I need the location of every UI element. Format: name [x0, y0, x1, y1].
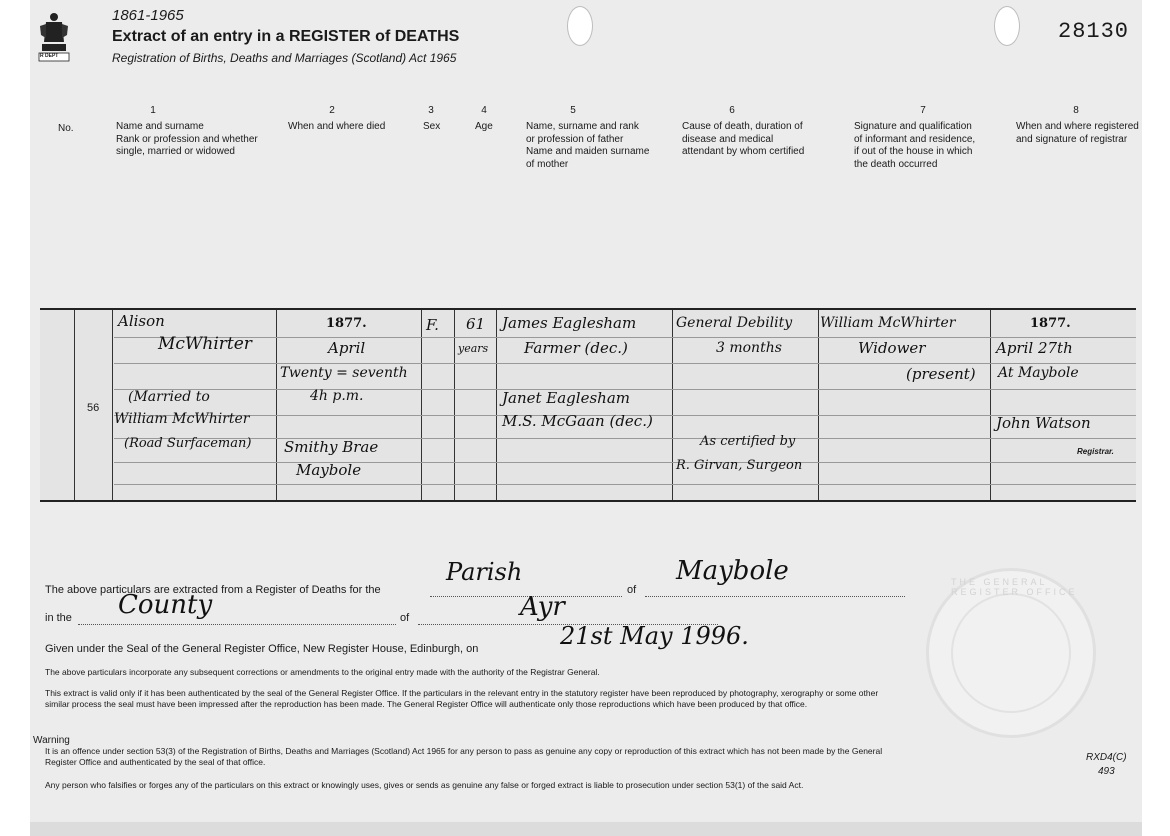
- form-code: RXD4(C): [1086, 752, 1127, 763]
- column-divider: [818, 310, 819, 500]
- registrar-label: Registrar.: [1077, 447, 1114, 456]
- marital-status: (Married to: [128, 389, 210, 405]
- column-5-header: Name, surname and rank or profession of father Name and maiden surname of mother: [526, 121, 650, 170]
- registrar-signature: John Watson: [996, 414, 1091, 432]
- father-occupation: Farmer (dec.): [524, 339, 628, 357]
- informant-presence: (present): [906, 365, 976, 383]
- column-6-header: Cause of death, duration of disease and medical attendant by whom certified: [682, 121, 805, 157]
- column-7-header: Signature and qualification of informant and residence, if out of the house in which the death occurred: [854, 121, 976, 170]
- row-rule: [114, 337, 1136, 338]
- row-rule: [114, 462, 1136, 463]
- punch-hole: [567, 6, 593, 46]
- death-time: 4h p.m.: [310, 388, 364, 404]
- age-value: 61: [466, 315, 486, 333]
- column-divider: [421, 310, 422, 500]
- register-district-name: Maybole: [676, 556, 789, 586]
- seal-ring: [951, 593, 1071, 713]
- column-divider: [990, 310, 991, 500]
- in-the-label: in the: [45, 612, 72, 624]
- death-place: Smithy Brae: [284, 438, 379, 456]
- column-number: 8: [1073, 105, 1079, 116]
- row-rule: [114, 484, 1136, 485]
- sheet-edge: [30, 822, 1142, 836]
- form-number: 493: [1098, 766, 1115, 777]
- seal-text: THE GENERAL REGISTER OFFICE: [951, 577, 1078, 597]
- column-no-label: No.: [58, 123, 74, 134]
- register-entry-table: [40, 308, 1136, 502]
- column-divider: [672, 310, 673, 500]
- embossed-seal: [926, 568, 1096, 738]
- row-rule: [114, 438, 1136, 439]
- column-3-header: Sex: [423, 121, 441, 132]
- validity-note: This extract is valid only if it has been authenticated by the seal of the General Register Office. If the particulars in the relevant entry in the statutory register have been reproduced by photography, xerography or some other similar process the seal must have been impressed after the reproduction has been made. The General Register Office will authenticate only those reproductions which have been produced by that office.: [45, 688, 879, 709]
- death-year: 1877.: [326, 316, 367, 331]
- informant-signature: William McWhirter: [820, 315, 956, 331]
- father-name: James Eaglesham: [502, 314, 637, 332]
- spouse-occupation: (Road Surfaceman): [124, 436, 252, 451]
- entry-number: 56: [87, 402, 100, 414]
- death-day: Twenty = seventh: [280, 365, 408, 381]
- certified-by: As certified by: [700, 434, 796, 449]
- column-number: 5: [570, 105, 576, 116]
- informant-qualification: Widower: [858, 339, 926, 357]
- column-2-header: When and where died: [288, 121, 386, 132]
- of-label: of: [400, 612, 410, 624]
- warning-copy-offence: It is an offence under section 53(3) of the Registration of Births, Deaths and Marriages (Scotland) Act 1965 for any person to pass as genuine any copy or reproduction of this extract which has not been made by the General Register Office and authenticated by the seal of that office.: [45, 746, 883, 767]
- column-number: 7: [920, 105, 926, 116]
- column-divider: [276, 310, 277, 500]
- header-years: 1861-1965: [112, 7, 184, 24]
- registration-place: At Maybole: [998, 365, 1079, 381]
- corrections-note: The above particulars incorporate any subsequent corrections or amendments to the original entry made with the authority of the Registrar General.: [45, 667, 600, 677]
- serial-number: 28130: [1058, 19, 1130, 44]
- deceased-forename: Alison: [118, 312, 165, 330]
- header-subtitle: Registration of Births, Deaths and Marriages (Scotland) Act 1965: [112, 51, 457, 65]
- row-rule: [114, 363, 1136, 364]
- warning-forgery-offence: Any person who falsifies or forges any of the particulars on this extract or knowingly uses, gives or sends as genuine any false or forged extract is liable to prosecution under section 53(1) of the said Act.: [45, 780, 804, 790]
- registration-year: 1877.: [1030, 316, 1071, 331]
- column-number: 2: [329, 105, 335, 116]
- death-town: Maybole: [296, 461, 362, 479]
- death-month: April: [328, 339, 366, 357]
- age-unit: years: [458, 342, 489, 355]
- extract-statement: The above particulars are extracted from a Register of Deaths for the: [45, 584, 381, 596]
- of-label: of: [627, 584, 637, 596]
- disease-duration: 3 months: [716, 340, 782, 356]
- cause-of-death: General Debility: [676, 315, 793, 331]
- deceased-surname: McWhirter: [158, 334, 252, 354]
- column-number: 6: [729, 105, 735, 116]
- page-title: Extract of an entry in a REGISTER of DEATHS: [112, 28, 460, 45]
- column-divider: [454, 310, 455, 500]
- dotted-fill-line: [645, 596, 905, 597]
- crest-label: R DEPT: [40, 53, 59, 59]
- column-1-header: Name and surname Rank or profession and whether single, married or widowed: [116, 121, 258, 157]
- column-4-header: Age: [475, 121, 493, 132]
- warning-heading: Warning: [33, 735, 70, 746]
- mother-name: Janet Eaglesham: [502, 389, 630, 407]
- column-divider: [74, 310, 75, 500]
- county-label-handwritten: County: [118, 590, 213, 620]
- column-number: 3: [428, 105, 434, 116]
- mother-maiden-surname: M.S. McGaan (dec.): [502, 412, 653, 430]
- column-8-header: When and where registered and signature of registrar: [1016, 121, 1139, 145]
- registration-date: April 27th: [996, 339, 1073, 357]
- column-divider: [112, 310, 113, 500]
- dotted-fill-line: [78, 624, 396, 625]
- column-number: 4: [481, 105, 487, 116]
- issue-date: 21st May 1996.: [560, 622, 749, 650]
- punch-hole: [994, 6, 1020, 46]
- medical-attendant: R. Girvan, Surgeon: [676, 458, 803, 473]
- spouse-name: William McWhirter: [114, 411, 250, 427]
- column-divider: [496, 310, 497, 500]
- sex-value: F.: [426, 316, 439, 334]
- column-number: 1: [150, 105, 156, 116]
- county-name: Ayr: [520, 592, 565, 622]
- register-district-type: Parish: [446, 558, 523, 586]
- seal-statement: Given under the Seal of the General Register Office, New Register House, Edinburgh, on: [45, 643, 479, 655]
